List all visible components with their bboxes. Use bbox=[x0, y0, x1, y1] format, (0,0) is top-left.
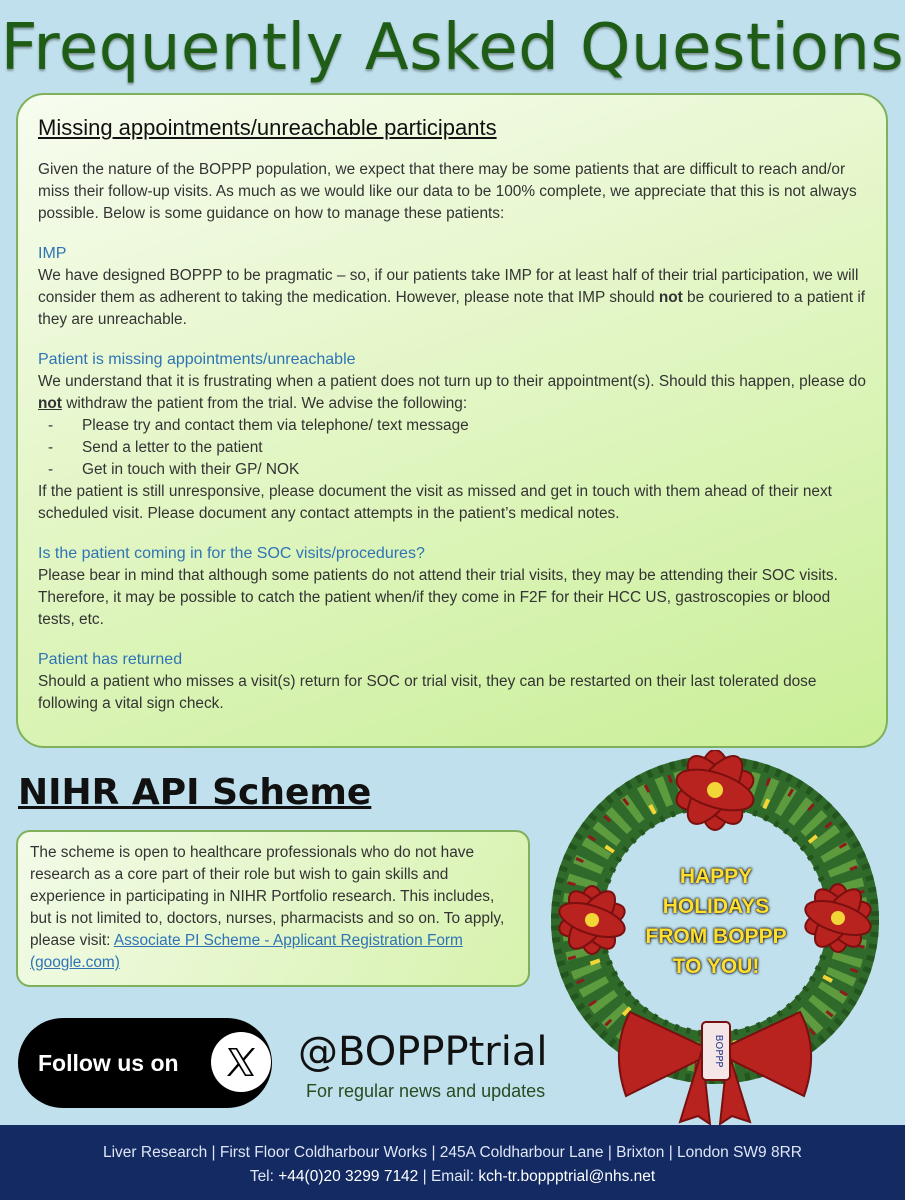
page-title: Frequently Asked Questions bbox=[0, 11, 905, 85]
soc-section bbox=[38, 543, 866, 631]
faq-heading: Missing appointments/unreachable participants bbox=[38, 115, 497, 140]
email-address[interactable]: kch-tr.boppptrial@nhs.net bbox=[478, 1168, 656, 1185]
phone-number[interactable]: +44(0)20 3299 7142 bbox=[278, 1168, 419, 1185]
footer-contact: Tel: +44(0)20 3299 7142 | Email: kch-tr.boppptrial@nhs.net bbox=[249, 1168, 656, 1185]
follow-badge[interactable] bbox=[18, 1018, 272, 1108]
nihr-panel bbox=[16, 830, 530, 987]
missing-heading: Patient is missing appointments/unreachable bbox=[38, 351, 356, 368]
bow-logo-text: BOPPP bbox=[713, 1034, 724, 1068]
nihr-title: NIHR API Scheme bbox=[18, 772, 372, 813]
imp-section bbox=[38, 243, 866, 331]
x-logo-icon[interactable] bbox=[211, 1032, 271, 1092]
footer-address: Liver Research | First Floor Coldharbour Works | 245A Coldharbour Lane | Brixton | London SW9 8RR bbox=[102, 1144, 802, 1161]
list-item: - Get in touch with their GP/ NOK bbox=[38, 459, 866, 481]
faq-intro: Given the nature of the BOPPP population, we expect that there may be some patients that are difficult to reach and/or miss their follow-up visits. As much as we would like our data to be 100% complete, we appreciate that this is not always possible. Below is some guidance on how to manage these patients: bbox=[38, 161, 857, 222]
follow-label: Follow us on bbox=[38, 1050, 179, 1076]
soc-text: Please bear in mind that although some patients do not attend their trial visits, they may be attending their SOC visits. Therefore, it may be possible to catch the patient when/if they come in F2F for their HCC US, gastroscopies or blood tests, etc. bbox=[38, 567, 838, 628]
advice-list bbox=[38, 415, 866, 481]
missing-text: We understand that it is frustrating when a patient does not turn up to their appointment(s). Should this happen, please do not withdraw the patient from the trial. We advise the following: bbox=[38, 373, 866, 412]
missing-section bbox=[38, 349, 866, 525]
list-item: - Send a letter to the patient bbox=[38, 437, 866, 459]
faq-panel bbox=[16, 93, 888, 748]
list-item: - Please try and contact them via telephone/ text message bbox=[38, 415, 866, 437]
soc-heading: Is the patient coming in for the SOC visits/procedures? bbox=[38, 545, 425, 562]
api-scheme-link[interactable]: Associate PI Scheme - Applicant Registration Form (google.com) bbox=[30, 932, 463, 971]
footer bbox=[0, 1125, 905, 1200]
imp-text: We have designed BOPPP to be pragmatic – so, if our patients take IMP for at least half of their trial participation, we will consider them as adherent to taking the medication. However, please note that IMP should not be couriered to a patient if they are unreachable. bbox=[38, 267, 866, 328]
imp-heading: IMP bbox=[38, 245, 67, 262]
returned-section bbox=[38, 649, 866, 715]
nihr-text: The scheme is open to healthcare professionals who do not have research as a core part of their role but wish to gain skills and experience in participating in NIHR Portfolio research. This includes, but is not limited to, doctors, nurses, pharmacists and so on. To apply, please visit: bbox=[30, 844, 505, 949]
returned-text: Should a patient who misses a visit(s) return for SOC or trial visit, they can be restarted on their last tolerated dose following a vital sign check. bbox=[38, 673, 817, 712]
holiday-greeting: HAPPY HOLIDAYS FROM BOPPP TO YOU! bbox=[645, 865, 787, 978]
handle-subtitle: For regular news and updates bbox=[306, 1081, 546, 1101]
returned-heading: Patient has returned bbox=[38, 651, 183, 668]
missing-after-text: If the patient is still unresponsive, please document the visit as missed and get in touch with them ahead of their next scheduled visit. Please document any contact attempts in the patient’s medical notes. bbox=[38, 483, 832, 522]
twitter-handle[interactable]: @BOPPPtrial bbox=[298, 1029, 548, 1075]
